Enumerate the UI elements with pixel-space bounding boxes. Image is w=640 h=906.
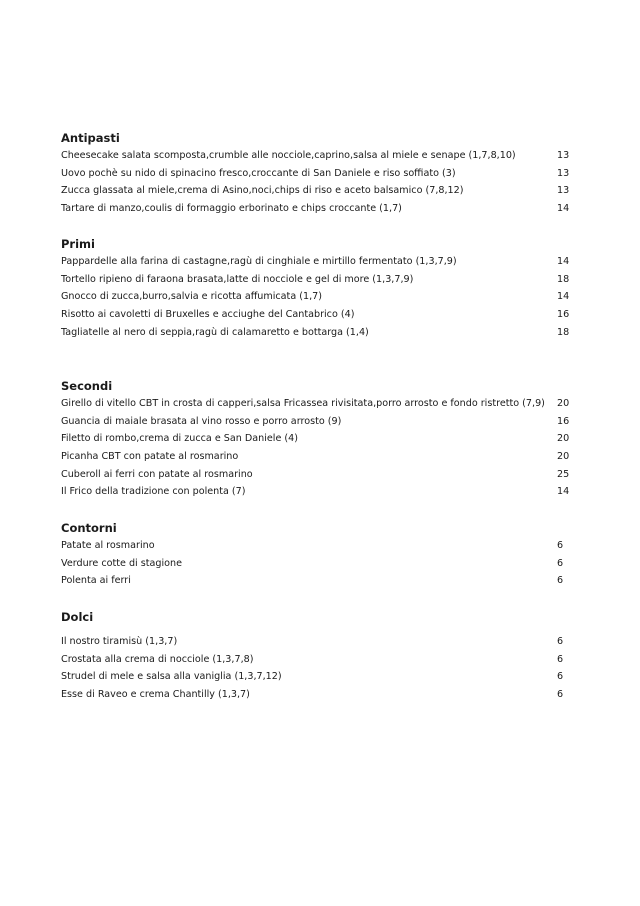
item-name: Il Frico della tradizione con polenta (7) bbox=[61, 486, 246, 498]
menu-item bbox=[61, 651, 569, 669]
menu-item bbox=[61, 288, 569, 306]
item-price: 16 bbox=[557, 415, 570, 427]
item-name: Risotto ai cavoletti di Bruxelles e acciughe del Cantabrico (4) bbox=[61, 309, 355, 321]
item-name: Strudel di mele e salsa alla vaniglia (1,3,7,12) bbox=[61, 671, 282, 683]
menu-item bbox=[61, 395, 569, 413]
menu-item bbox=[61, 537, 569, 555]
item-price: 6 bbox=[557, 575, 564, 587]
menu-item bbox=[61, 633, 569, 651]
item-name: Cheesecake salata scomposta,crumble alle nocciole,caprino,salsa al miele e senape (1,7,8,10) bbox=[61, 150, 516, 161]
section-spacer bbox=[61, 626, 569, 633]
menu-item bbox=[61, 668, 569, 686]
item-price: 13 bbox=[557, 167, 570, 179]
item-price: 14 bbox=[557, 256, 570, 267]
menu-item bbox=[61, 430, 569, 448]
item-name: Verdure cotte di stagione bbox=[61, 557, 183, 569]
menu-item bbox=[61, 572, 569, 590]
menu-item bbox=[61, 271, 569, 289]
item-name: Picanha CBT con patate al rosmarino bbox=[61, 451, 239, 463]
menu-item bbox=[61, 483, 569, 501]
item-price: 20 bbox=[557, 451, 570, 463]
menu-item bbox=[61, 555, 569, 573]
item-name: Guancia di maiale brasata al vino rosso e porro arrosto (9) bbox=[61, 415, 342, 427]
menu-item bbox=[61, 182, 569, 200]
section-primi bbox=[61, 235, 569, 341]
menu-item bbox=[61, 448, 569, 466]
menu-item bbox=[61, 466, 569, 484]
item-price: 6 bbox=[557, 689, 564, 701]
item-price: 14 bbox=[557, 291, 570, 303]
item-name: Crostata alla crema di nocciole (1,3,7,8) bbox=[61, 653, 254, 665]
item-price: 14 bbox=[557, 203, 570, 215]
section-title: Dolci bbox=[61, 610, 94, 624]
menu-item bbox=[61, 686, 569, 704]
item-price: 6 bbox=[557, 671, 564, 683]
item-name: Tartare di manzo,coulis di formaggio erborinato e chips croccante (1,7) bbox=[61, 203, 402, 215]
menu-item bbox=[61, 253, 569, 271]
section-dolci bbox=[61, 608, 569, 704]
item-name: Uovo pochè su nido di spinacino fresco,croccante di San Daniele e riso soffiato (3) bbox=[61, 167, 456, 179]
item-price: 6 bbox=[557, 540, 564, 551]
item-name: Gnocco di zucca,burro,salvia e ricotta affumicata (1,7) bbox=[61, 291, 322, 303]
item-name: Filetto di rombo,crema di zucca e San Daniele (4) bbox=[61, 433, 299, 445]
section-secondi bbox=[61, 377, 569, 501]
item-name: Patate al rosmarino bbox=[61, 540, 155, 551]
item-name: Cuberoll ai ferri con patate al rosmarino bbox=[61, 468, 253, 480]
item-name: Pappardelle alla farina di castagne,ragù di cinghiale e mirtillo fermentato (1,3,7,9) bbox=[61, 256, 457, 267]
menu-item bbox=[61, 200, 569, 218]
item-name: Polenta ai ferri bbox=[61, 575, 131, 587]
item-price: 6 bbox=[557, 636, 564, 647]
item-price: 13 bbox=[557, 185, 570, 197]
item-name: Il nostro tiramisù (1,3,7) bbox=[61, 636, 178, 647]
item-price: 6 bbox=[557, 557, 564, 569]
menu-item bbox=[61, 306, 569, 324]
item-name: Girello di vitello CBT in crosta di capperi,salsa Fricassea rivisitata,porro arrosto e fondo ristretto (7,9) bbox=[61, 398, 545, 409]
item-name: Tortello ripieno di faraona brasata,latte di nocciole e gel di more (1,3,7,9) bbox=[61, 273, 414, 285]
menu-item bbox=[61, 413, 569, 431]
menu-item bbox=[61, 147, 569, 165]
section-title: Contorni bbox=[61, 521, 117, 535]
item-name: Zucca glassata al miele,crema di Asino,noci,chips di riso e aceto balsamico (7,8,12) bbox=[61, 185, 464, 197]
item-price: 20 bbox=[557, 433, 570, 445]
section-title: Secondi bbox=[61, 379, 113, 393]
item-price: 6 bbox=[557, 653, 564, 665]
item-price: 18 bbox=[557, 273, 570, 285]
item-price: 13 bbox=[557, 150, 570, 161]
item-price: 14 bbox=[557, 486, 570, 498]
section-antipasti bbox=[61, 129, 569, 218]
item-price: 25 bbox=[557, 468, 570, 480]
item-price: 20 bbox=[557, 398, 570, 409]
section-title: Antipasti bbox=[61, 131, 120, 145]
section-contorni bbox=[61, 519, 569, 590]
item-name: Esse di Raveo e crema Chantilly (1,3,7) bbox=[61, 689, 250, 701]
item-name: Tagliatelle al nero di seppia,ragù di calamaretto e bottarga (1,4) bbox=[61, 326, 369, 338]
menu-item bbox=[61, 165, 569, 183]
menu-item bbox=[61, 324, 569, 342]
item-price: 16 bbox=[557, 309, 570, 321]
item-price: 18 bbox=[557, 326, 570, 338]
section-title: Primi bbox=[61, 237, 95, 251]
